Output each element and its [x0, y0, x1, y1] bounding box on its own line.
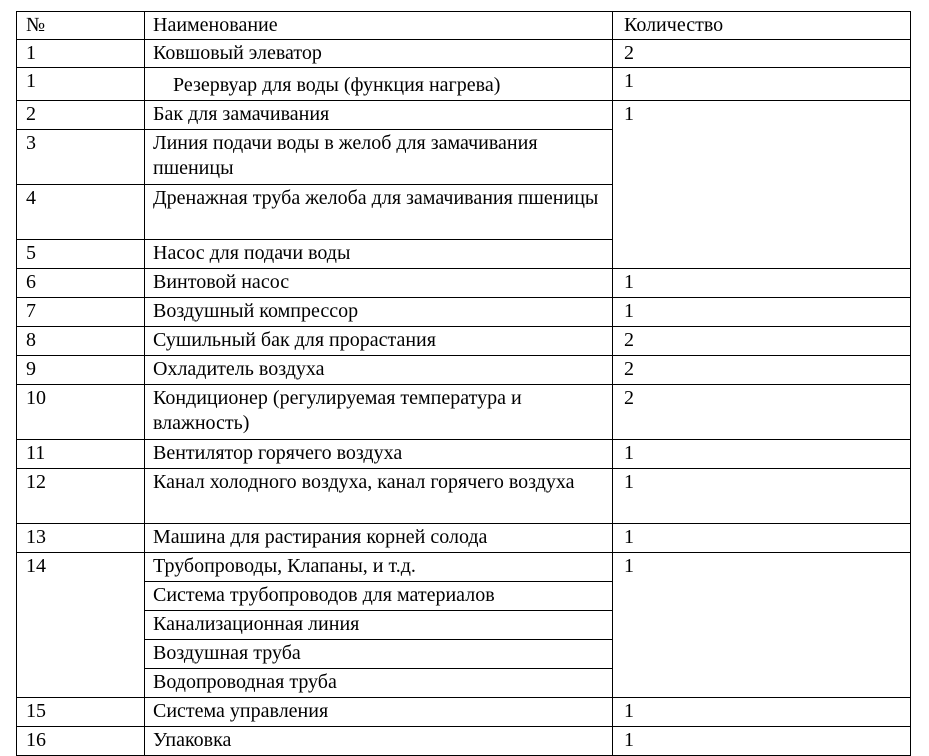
- row-qty: 1: [613, 727, 911, 756]
- row-name: Система трубопроводов для материалов: [145, 582, 613, 611]
- row-name: Канал холодного воздуха, канал горячего воздуха: [145, 469, 613, 524]
- header-num: №: [17, 12, 145, 40]
- row-num: 6: [17, 269, 145, 298]
- row-num: 7: [17, 298, 145, 327]
- header-name: Наименование: [145, 12, 613, 40]
- equipment-table: [16, 11, 911, 756]
- row-name: Насос для подачи воды: [145, 240, 613, 269]
- table-row: [17, 524, 911, 553]
- row-name: Линия подачи воды в желоб для замачивания пшеницы: [145, 130, 613, 185]
- row-name: Вентилятор горячего воздуха: [145, 440, 613, 469]
- table-row: [17, 298, 911, 327]
- row-qty: 1: [613, 298, 911, 327]
- row-name: Водопроводная труба: [145, 669, 613, 698]
- row-num: 1: [17, 40, 145, 68]
- row-num: 8: [17, 327, 145, 356]
- row-name: Воздушный компрессор: [145, 298, 613, 327]
- row-qty: 1: [613, 68, 911, 101]
- row-num: 15: [17, 698, 145, 727]
- row-num: 11: [17, 440, 145, 469]
- row-num: 13: [17, 524, 145, 553]
- table-row: [17, 40, 911, 68]
- table-row: [17, 440, 911, 469]
- row-num: 16: [17, 727, 145, 756]
- table-row: [17, 553, 911, 582]
- row-name: Воздушная труба: [145, 640, 613, 669]
- row-name: Трубопроводы, Клапаны, и т.д.: [145, 553, 613, 582]
- row-qty: 1: [613, 553, 911, 698]
- row-qty: 2: [613, 40, 911, 68]
- table-row: [17, 698, 911, 727]
- row-num: 12: [17, 469, 145, 524]
- table-row: [17, 327, 911, 356]
- row-name: Сушильный бак для прорастания: [145, 327, 613, 356]
- row-qty: 1: [613, 101, 911, 269]
- row-name: Канализационная линия: [145, 611, 613, 640]
- row-num: 3: [17, 130, 145, 185]
- row-name: Винтовой насос: [145, 269, 613, 298]
- row-qty: 2: [613, 356, 911, 385]
- row-qty: 1: [613, 524, 911, 553]
- row-qty: 1: [613, 469, 911, 524]
- row-num: 14: [17, 553, 145, 698]
- row-qty: 2: [613, 385, 911, 440]
- table-row: [17, 356, 911, 385]
- row-name: Охладитель воздуха: [145, 356, 613, 385]
- row-name: Дренажная труба желоба для замачивания пшеницы: [145, 185, 613, 240]
- row-num: 10: [17, 385, 145, 440]
- row-qty: 1: [613, 269, 911, 298]
- row-name: Система управления: [145, 698, 613, 727]
- row-name: Кондиционер (регулируемая температура и влажность): [145, 385, 613, 440]
- row-num: 9: [17, 356, 145, 385]
- table-row: [17, 727, 911, 756]
- row-qty: 2: [613, 327, 911, 356]
- row-num: 2: [17, 101, 145, 130]
- row-num: 1: [17, 68, 145, 101]
- row-num: 4: [17, 185, 145, 240]
- table-row: [17, 385, 911, 440]
- row-name: Машина для растирания корней солода: [145, 524, 613, 553]
- table-row: [17, 101, 911, 130]
- row-name: Резервуар для воды (функция нагрева): [145, 68, 613, 101]
- row-qty: 1: [613, 440, 911, 469]
- row-name: Бак для замачивания: [145, 101, 613, 130]
- table-header-row: [17, 12, 911, 40]
- header-qty: Количество: [613, 12, 911, 40]
- row-qty: 1: [613, 698, 911, 727]
- row-name: Ковшовый элеватор: [145, 40, 613, 68]
- row-name: Упаковка: [145, 727, 613, 756]
- table-row: [17, 469, 911, 524]
- row-num: 5: [17, 240, 145, 269]
- table-row: [17, 269, 911, 298]
- table-row: [17, 68, 911, 101]
